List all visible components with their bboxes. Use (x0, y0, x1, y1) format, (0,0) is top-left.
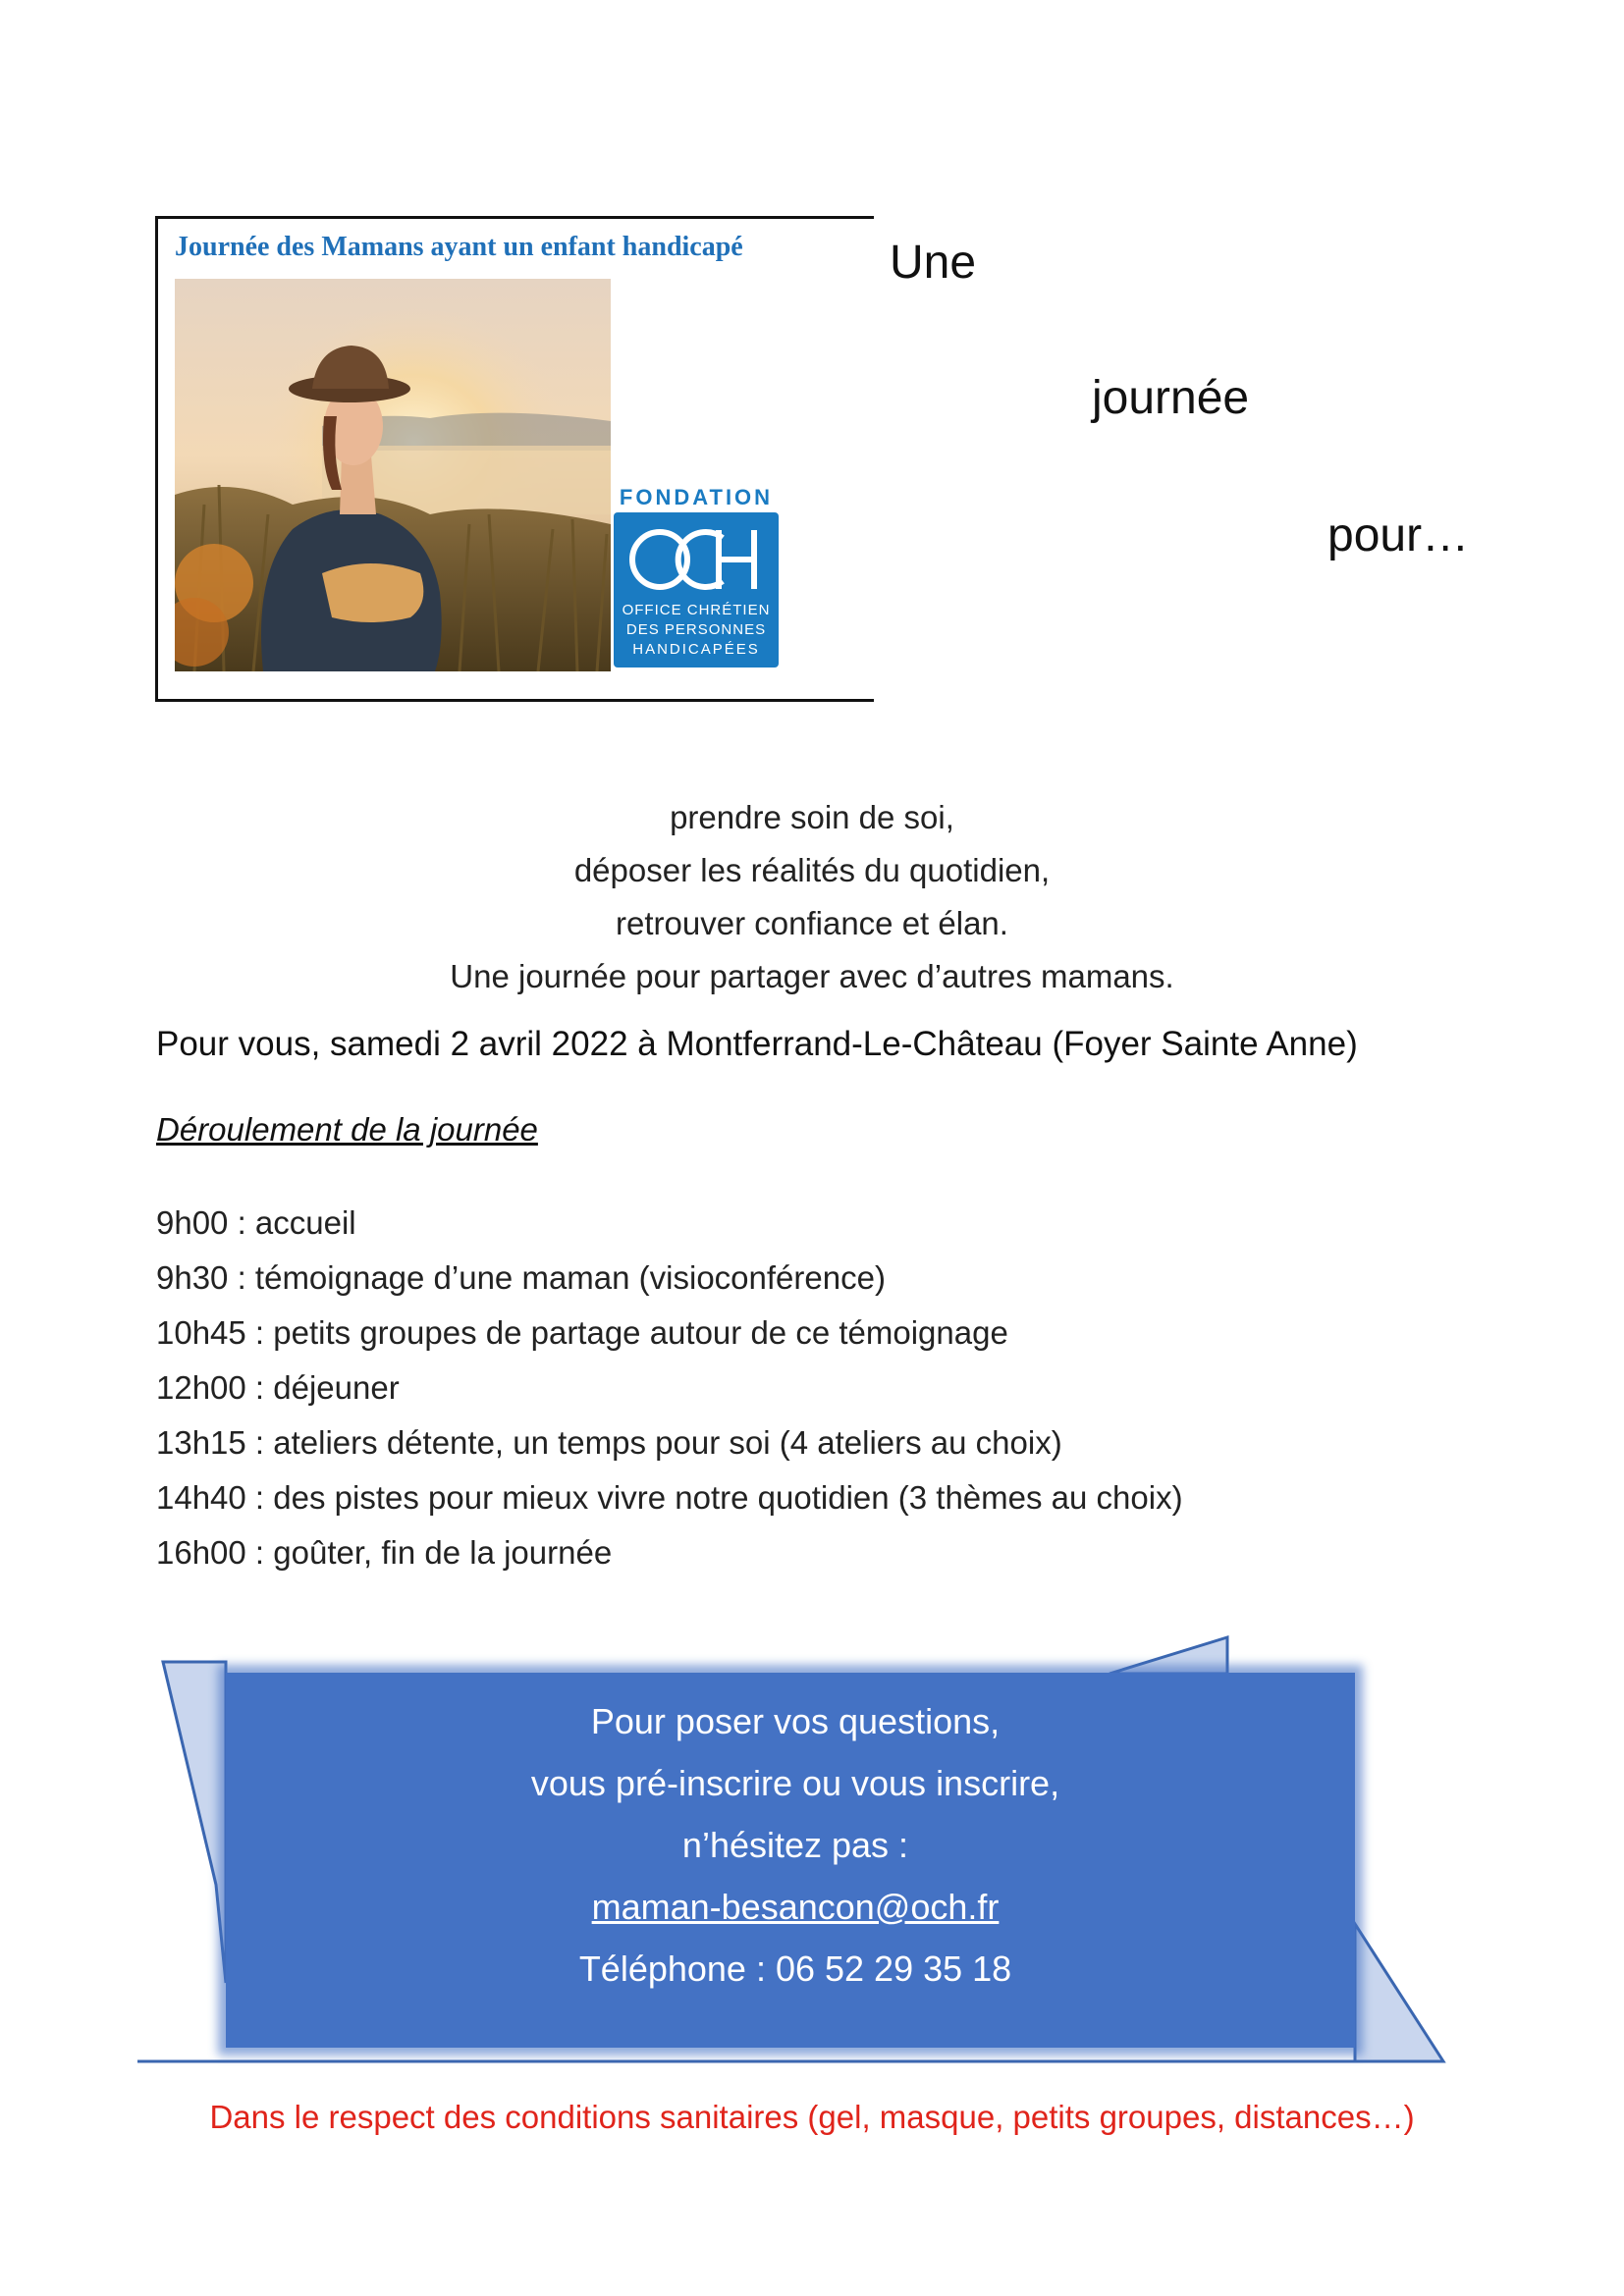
intro-line: prendre soin de soi, (670, 799, 954, 835)
contact-line-1: Pour poser vos questions, (590, 1701, 1001, 1741)
headline-word-journee: journée (1092, 372, 1250, 424)
intro-paragraph (0, 791, 1624, 1003)
schedule-heading: Déroulement de la journée (156, 1111, 538, 1148)
contact-email-link[interactable]: maman-besancon@och.fr (591, 1887, 1000, 1927)
och-logo-graphic (613, 481, 780, 667)
intro-line: déposer les réalités du quotidien, (573, 852, 1051, 888)
contact-text (226, 1690, 1365, 2000)
logo-line-3: HANDICAPÉES (632, 641, 760, 658)
header-title: Journée des Mamans ayant un enfant handicapé (175, 232, 743, 262)
schedule-item: 13h15 : ateliers détente, un temps pour soi (4 ateliers au choix) (156, 1424, 1062, 1461)
schedule-list (156, 1196, 1183, 1580)
logo-line-1: OFFICE CHRÉTIEN (622, 602, 771, 618)
contact-line-2: vous pré-inscrire ou vous inscrire, (530, 1763, 1060, 1803)
schedule-item: 12h00 : déjeuner (156, 1369, 400, 1406)
headline-word-pour: pour… (1327, 509, 1470, 561)
event-date-location: Pour vous, samedi 2 avril 2022 à Montferrand-Le-Château (Foyer Sainte Anne) (156, 1025, 1358, 1063)
schedule-item: 16h00 : goûter, fin de la journée (156, 1534, 613, 1571)
headline-word-une: Une (890, 237, 977, 289)
schedule-item: 14h40 : des pistes pour mieux vivre notre quotidien (3 thèmes au choix) (156, 1479, 1183, 1516)
schedule-item: 10h45 : petits groupes de partage autour de ce témoignage (156, 1314, 1008, 1351)
logo-line-2: DES PERSONNES (625, 621, 767, 638)
schedule-item: 9h30 : témoignage d’une maman (visioconférence) (156, 1259, 886, 1296)
intro-line: Une journée pour partager avec d’autres mamans. (450, 958, 1174, 994)
intro-line: retrouver confiance et élan. (616, 905, 1008, 941)
contact-line-3: n’hésitez pas : (681, 1825, 909, 1865)
logo-top-text: FONDATION (619, 485, 774, 509)
contact-phone: Téléphone : 06 52 29 35 18 (578, 1949, 1012, 1989)
header-photo (175, 279, 611, 671)
sanitary-conditions-note: Dans le respect des conditions sanitaires (gel, masque, petits groupes, distances…) (209, 2099, 1415, 2135)
och-logo (613, 481, 780, 667)
photo-illustration (175, 279, 611, 671)
schedule-item: 9h00 : accueil (156, 1204, 356, 1241)
